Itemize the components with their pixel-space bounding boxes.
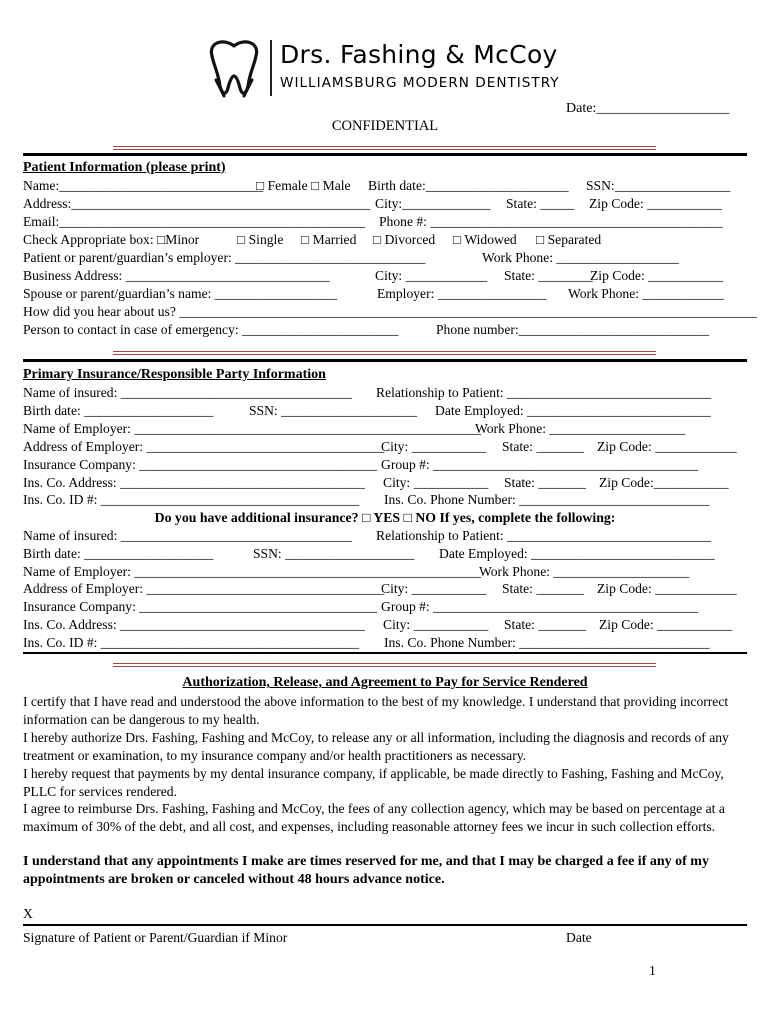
- ins2-row[interactable]: [23, 546, 749, 564]
- authorization-paragraph-1: I certify that I have read and understood the above information to the best of my knowledge. I understand that providing incorrect information can be dangerous to my health.: [23, 694, 729, 727]
- insured2-ssn-field[interactable]: SSN: ___________________: [253, 546, 415, 561]
- single-checkbox[interactable]: □ Single: [237, 232, 284, 247]
- employer-field[interactable]: Patient or parent/guardian’s employer: ____________________________: [23, 250, 426, 265]
- employer-state-field[interactable]: State: _______: [502, 439, 584, 454]
- insured-work-phone-field[interactable]: Work Phone: ____________________: [475, 421, 686, 436]
- ins2-row[interactable]: [23, 528, 749, 546]
- zip-field[interactable]: Zip Code: ___________: [589, 196, 722, 211]
- ins-row[interactable]: [23, 457, 749, 475]
- ins-row[interactable]: [23, 439, 749, 457]
- employer2-city-field[interactable]: City: ___________: [381, 581, 487, 596]
- birth-date-field[interactable]: Birth date:_____________________: [368, 178, 569, 193]
- gender-checkboxes[interactable]: □ Female □ Male: [256, 178, 351, 193]
- email-field[interactable]: Email:_____________________________________________: [23, 214, 366, 229]
- widowed-checkbox[interactable]: □ Widowed: [453, 232, 517, 247]
- insured2-work-phone-field[interactable]: Work Phone: ____________________: [479, 564, 690, 579]
- ins-co-state-field[interactable]: State: _______: [504, 475, 586, 490]
- divider-black: [23, 359, 747, 362]
- authorization-paragraph-4: I agree to reimburse Drs. Fashing, Fashing and McCoy, the fees of any collection agency, which may be based on percentage at a maximum of 30% of the debt, and all cost, and expenses, including reasonable attorney fees we incur in such collection efforts.: [23, 801, 725, 834]
- patient-row-emergency[interactable]: [23, 322, 749, 340]
- address-field[interactable]: Address:____________________________________________: [23, 196, 371, 211]
- logo-divider: [270, 40, 272, 96]
- ins2-co-address-field[interactable]: Ins. Co. Address: ____________________________________: [23, 617, 365, 632]
- spouse-name-field[interactable]: Spouse or parent/guardian’s name: __________________: [23, 286, 338, 301]
- employer2-zip-field[interactable]: Zip Code: ____________: [597, 581, 737, 596]
- patient-row-employer[interactable]: [23, 250, 749, 268]
- name-field[interactable]: Name:______________________________: [23, 178, 264, 193]
- married-checkbox[interactable]: □ Married: [301, 232, 357, 247]
- phone-field[interactable]: Phone #: ___________________________________________: [379, 214, 723, 229]
- employer2-address-field[interactable]: Address of Employer: ___________________________________: [23, 581, 385, 596]
- business-city-field[interactable]: City: ____________: [375, 268, 488, 283]
- insured-employer-field[interactable]: Name of Employer: ___________________________________________________: [23, 421, 481, 436]
- insurance-title: Primary Insurance/Responsible Party Information: [23, 367, 326, 382]
- signature-label: Signature of Patient or Parent/Guardian if Minor: [23, 930, 288, 945]
- authorization-title: Authorization, Release, and Agreement to Pay for Service Rendered: [182, 675, 588, 690]
- ins2-row[interactable]: [23, 617, 749, 635]
- authorization-paragraph-2: I hereby authorize Drs. Fashing, Fashing and McCoy, to release any or all information, including the diagnosis and records of any treatment or examination, to my insurance company and/or health practitioners as necessary.: [23, 730, 729, 763]
- ins-row[interactable]: [23, 421, 749, 439]
- referral-field[interactable]: How did you hear about us? _____________________________________________________________________________________: [23, 304, 758, 319]
- ins-co-id-field[interactable]: Ins. Co. ID #: ______________________________________: [23, 492, 360, 507]
- employer-zip-field[interactable]: Zip Code: ____________: [597, 439, 737, 454]
- insured-birth-date-field[interactable]: Birth date: ___________________: [23, 403, 214, 418]
- employer-address-field[interactable]: Address of Employer: ___________________________________: [23, 439, 385, 454]
- confidential-heading: CONFIDENTIAL: [331, 118, 439, 134]
- divorced-checkbox[interactable]: □ Divorced: [373, 232, 436, 247]
- divider-red: [113, 663, 656, 664]
- group-number-field[interactable]: Group #: _______________________________________: [381, 457, 699, 472]
- emergency-phone-field[interactable]: Phone number:____________________________: [436, 322, 709, 337]
- ins-co-address-field[interactable]: Ins. Co. Address: ____________________________________: [23, 475, 365, 490]
- divider-red: [113, 351, 656, 352]
- ins-row[interactable]: [23, 475, 749, 493]
- relationship2-field[interactable]: Relationship to Patient: ______________________________: [376, 528, 711, 543]
- ins2-row[interactable]: [23, 635, 749, 653]
- insured2-name-field[interactable]: Name of insured: __________________________________: [23, 528, 352, 543]
- relationship-field[interactable]: Relationship to Patient: ______________________________: [376, 385, 711, 400]
- date-field[interactable]: Date:___________________: [566, 101, 730, 116]
- practice-name: Drs. Fashing & McCoy: [280, 40, 558, 69]
- practice-subtitle: WILLIAMSBURG MODERN DENTISTRY: [280, 75, 560, 91]
- patient-row-status[interactable]: [23, 232, 749, 250]
- patient-row-name[interactable]: [23, 178, 749, 196]
- ins-row[interactable]: [23, 492, 749, 510]
- ins2-co-state-field[interactable]: State: _______: [504, 617, 586, 632]
- group2-number-field[interactable]: Group #: _______________________________________: [381, 599, 699, 614]
- employer-city-field[interactable]: City: ___________: [381, 439, 487, 454]
- spouse-work-phone-field[interactable]: Work Phone: ____________: [568, 286, 724, 301]
- patient-row-spouse[interactable]: [23, 286, 749, 304]
- date-employed-field[interactable]: Date Employed: ___________________________: [435, 403, 711, 418]
- emergency-contact-field[interactable]: Person to contact in case of emergency: _______________________: [23, 322, 399, 337]
- separated-checkbox[interactable]: □ Separated: [536, 232, 602, 247]
- state-field[interactable]: State: _____: [506, 196, 575, 211]
- insured2-employer-field[interactable]: Name of Employer: ___________________________________________________: [23, 564, 481, 579]
- ins-co-phone-field[interactable]: Ins. Co. Phone Number: ____________________________: [384, 492, 710, 507]
- cancellation-notice: I understand that any appointments I make are times reserved for me, and that I may be charged a fee if any of my appointments are broken or canceled without 48 hours advance notice.: [23, 854, 709, 887]
- business-address-field[interactable]: Business Address: ______________________________: [23, 268, 330, 283]
- divider-red: [113, 354, 656, 355]
- ins2-co-id-field[interactable]: Ins. Co. ID #: ______________________________________: [23, 635, 360, 650]
- divider-red: [113, 666, 656, 667]
- patient-info-title: Patient Information (please print): [23, 160, 226, 175]
- patient-row-referral[interactable]: [23, 304, 758, 322]
- ins-row[interactable]: [23, 403, 749, 421]
- tooth-icon: [204, 36, 264, 98]
- signature-line[interactable]: [23, 924, 747, 926]
- ins-co-zip-field[interactable]: Zip Code:___________: [599, 475, 729, 490]
- minor-checkbox[interactable]: Check Appropriate box: □Minor: [23, 232, 200, 247]
- ins-row[interactable]: [23, 385, 749, 403]
- patient-row-business[interactable]: [23, 268, 749, 286]
- ins-co-city-field[interactable]: City: ___________: [383, 475, 489, 490]
- business-state-field[interactable]: State: ________: [504, 268, 593, 283]
- signature-x-mark: X: [23, 906, 33, 921]
- insured2-birth-date-field[interactable]: Birth date: ___________________: [23, 546, 214, 561]
- spouse-employer-field[interactable]: Employer: ________________: [377, 286, 547, 301]
- work-phone-field[interactable]: Work Phone: __________________: [482, 250, 679, 265]
- ins2-row[interactable]: [23, 564, 749, 582]
- ins2-co-phone-field[interactable]: Ins. Co. Phone Number: ____________________________: [384, 635, 710, 650]
- authorization-paragraph-3: I hereby request that payments by my dental insurance company, if applicable, be made directly to Fashing, Fashing and McCoy, PLLC for services rendered.: [23, 766, 724, 799]
- ssn-field[interactable]: SSN:_________________: [586, 178, 731, 193]
- ins2-row[interactable]: [23, 581, 749, 599]
- divider-red: [113, 149, 656, 150]
- employer2-state-field[interactable]: State: _______: [502, 581, 584, 596]
- divider-black: [23, 652, 747, 654]
- business-zip-field[interactable]: Zip Code: ___________: [590, 268, 723, 283]
- ins2-co-zip-field[interactable]: Zip Code: ___________: [599, 617, 732, 632]
- insurance-company-field[interactable]: Insurance Company: ___________________________________: [23, 457, 378, 472]
- insurance2-company-field[interactable]: Insurance Company: ___________________________________: [23, 599, 378, 614]
- patient-row-email[interactable]: [23, 214, 749, 232]
- ins2-row[interactable]: [23, 599, 749, 617]
- date-employed2-field[interactable]: Date Employed: ___________________________: [439, 546, 715, 561]
- insured-ssn-field[interactable]: SSN: ____________________: [249, 403, 418, 418]
- city-field[interactable]: City:_____________: [375, 196, 491, 211]
- additional-insurance-question[interactable]: Do you have additional insurance? □ YES □ NO If yes, complete the following:: [154, 510, 616, 525]
- signature-date-label: Date: [566, 930, 592, 945]
- patient-row-address[interactable]: [23, 196, 749, 214]
- divider-red: [113, 146, 656, 147]
- ins2-co-city-field[interactable]: City: ___________: [383, 617, 489, 632]
- insured-name-field[interactable]: Name of insured: __________________________________: [23, 385, 352, 400]
- page-number: 1: [649, 963, 656, 978]
- practice-logo: [200, 36, 580, 100]
- divider-black: [23, 153, 747, 156]
